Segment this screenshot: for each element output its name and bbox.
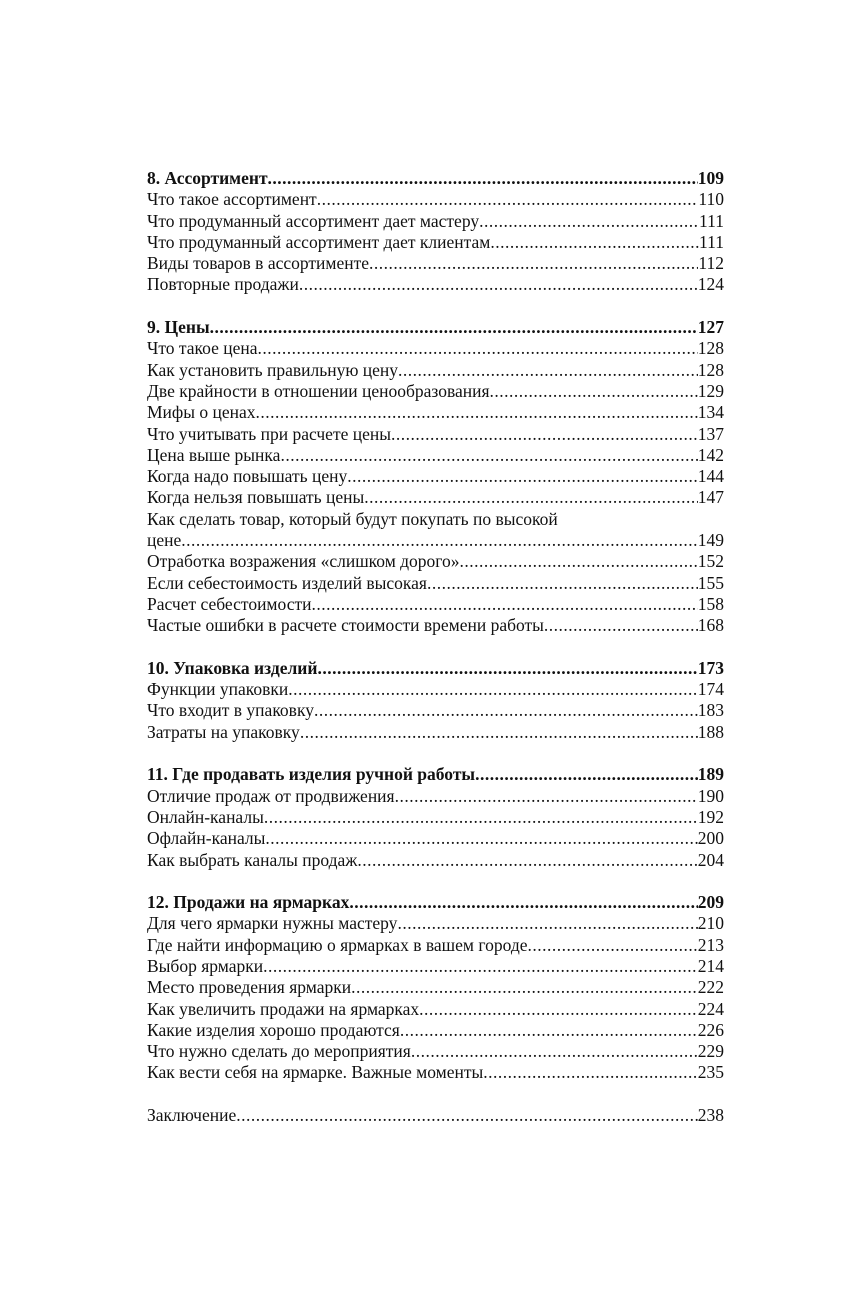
entry-page: 158 bbox=[697, 593, 724, 614]
entry-page: 144 bbox=[697, 466, 724, 487]
leader-dots bbox=[280, 445, 697, 466]
toc-section bbox=[147, 317, 724, 636]
entry-title: Выбор ярмарки bbox=[147, 955, 264, 976]
toc-entry[interactable] bbox=[147, 445, 724, 466]
entry-page: 111 bbox=[699, 210, 724, 231]
entry-title: Что нужно сделать до мероприятия bbox=[147, 1041, 411, 1062]
leader-dots bbox=[391, 424, 698, 445]
toc-entry[interactable] bbox=[147, 935, 724, 956]
leader-dots bbox=[256, 402, 698, 423]
entry-page: 128 bbox=[697, 338, 724, 359]
leader-dots bbox=[317, 658, 697, 679]
leader-dots bbox=[460, 551, 698, 572]
entry-page: 222 bbox=[697, 977, 724, 998]
toc-entry[interactable] bbox=[147, 1041, 724, 1062]
entry-page: 129 bbox=[697, 380, 724, 401]
toc-section bbox=[147, 658, 724, 743]
toc-entry[interactable] bbox=[147, 700, 724, 721]
entry-title: Для чего ярмарки нужны мастеру bbox=[147, 913, 398, 934]
entry-title: Как вести себя на ярмарке. Важные моменты bbox=[147, 1062, 484, 1083]
toc-entry[interactable] bbox=[147, 913, 724, 934]
leader-dots bbox=[475, 764, 698, 785]
leader-dots bbox=[490, 381, 698, 402]
entry-page: 192 bbox=[697, 806, 724, 827]
entry-title-continuation: цене bbox=[147, 530, 182, 551]
entry-page: 204 bbox=[697, 849, 724, 870]
entry-title: Место проведения ярмарки bbox=[147, 977, 352, 998]
entry-title: Повторные продажи bbox=[147, 274, 299, 295]
entry-title: Где найти информацию о ярмарках в вашем городе bbox=[147, 934, 528, 955]
entry-page: 142 bbox=[697, 444, 724, 465]
toc-entry-first-line[interactable] bbox=[147, 509, 724, 530]
entry-title: Цена выше рынка bbox=[147, 444, 281, 465]
leader-dots bbox=[411, 1041, 698, 1062]
entry-page: 149 bbox=[697, 530, 724, 551]
leader-dots bbox=[349, 892, 697, 913]
chapter-title: 8. Ассортимент bbox=[147, 168, 268, 188]
entry-page: 210 bbox=[697, 913, 724, 934]
entry-title: Как установить правильную цену bbox=[147, 359, 399, 380]
chapter-heading[interactable] bbox=[147, 658, 724, 679]
chapter-page: 209 bbox=[697, 892, 724, 913]
entry-page: 168 bbox=[697, 615, 724, 636]
entry-title: Что учитывать при расчете цены bbox=[147, 423, 391, 444]
entry-title: Что продуманный ассортимент дает клиентам bbox=[147, 231, 491, 252]
leader-dots bbox=[265, 828, 697, 849]
toc-entry[interactable] bbox=[147, 274, 724, 295]
entry-page: 214 bbox=[697, 955, 724, 976]
entry-page: 147 bbox=[697, 487, 724, 508]
entry-title: Отработка возражения «слишком дорого» bbox=[147, 551, 460, 572]
entry-page: 124 bbox=[697, 274, 724, 295]
entry-title: Заключение bbox=[147, 1105, 237, 1126]
toc-entry[interactable] bbox=[147, 551, 724, 572]
entry-title: Функции упаковки bbox=[147, 679, 289, 700]
toc-entry[interactable] bbox=[147, 807, 724, 828]
leader-dots bbox=[264, 807, 698, 828]
chapter-page: 109 bbox=[697, 168, 724, 188]
leader-dots bbox=[357, 850, 697, 871]
toc-entry[interactable] bbox=[147, 786, 724, 807]
chapter-page: 189 bbox=[697, 764, 724, 785]
toc-entry[interactable] bbox=[147, 211, 724, 232]
entry-page: 134 bbox=[697, 402, 724, 423]
leader-dots bbox=[236, 1105, 698, 1126]
toc-entry[interactable] bbox=[147, 1105, 724, 1126]
chapter-page: 173 bbox=[697, 657, 724, 678]
leader-dots bbox=[427, 573, 698, 594]
chapter-title: 10. Упаковка изделий bbox=[147, 657, 318, 678]
toc-entry[interactable] bbox=[147, 828, 724, 849]
leader-dots bbox=[400, 1020, 698, 1041]
entry-page: 235 bbox=[697, 1062, 724, 1083]
leader-dots bbox=[288, 679, 697, 700]
chapter-title: 9. Цены bbox=[147, 317, 210, 338]
toc-entry[interactable] bbox=[147, 253, 724, 274]
entry-title: Две крайности в отношении ценообразования bbox=[147, 380, 490, 401]
toc-entry[interactable] bbox=[147, 722, 724, 743]
leader-dots bbox=[397, 913, 697, 934]
entry-page: 112 bbox=[698, 253, 724, 274]
entry-page: 190 bbox=[697, 785, 724, 806]
entry-page: 152 bbox=[697, 551, 724, 572]
leader-dots bbox=[347, 466, 698, 487]
leader-dots bbox=[300, 722, 698, 743]
entry-title: Мифы о ценах bbox=[147, 402, 256, 423]
toc-entry[interactable] bbox=[147, 381, 724, 402]
chapter-heading[interactable] bbox=[147, 317, 724, 338]
leader-dots bbox=[364, 487, 697, 508]
entry-title: Виды товаров в ассортименте bbox=[147, 253, 370, 274]
toc-entry[interactable] bbox=[147, 402, 724, 423]
chapter-heading[interactable] bbox=[147, 168, 724, 189]
leader-dots bbox=[210, 317, 698, 338]
toc-section bbox=[147, 168, 724, 296]
entry-page: 200 bbox=[697, 828, 724, 849]
entry-page: 238 bbox=[697, 1105, 724, 1126]
entry-page: 128 bbox=[697, 359, 724, 380]
toc-section bbox=[147, 892, 724, 1084]
entry-title: Что такое цена bbox=[147, 338, 258, 359]
entry-page: 155 bbox=[697, 572, 724, 593]
leader-dots bbox=[258, 338, 698, 359]
leader-dots bbox=[317, 189, 699, 210]
leader-dots bbox=[369, 253, 698, 274]
leader-dots bbox=[419, 999, 698, 1020]
leader-dots bbox=[544, 615, 698, 636]
leader-dots bbox=[299, 274, 698, 295]
toc-entry[interactable] bbox=[147, 956, 724, 977]
leader-dots bbox=[351, 977, 698, 998]
toc-section bbox=[147, 764, 724, 870]
leader-dots bbox=[268, 168, 698, 189]
toc-entry[interactable] bbox=[147, 594, 724, 615]
toc-entry[interactable] bbox=[147, 679, 724, 700]
leader-dots bbox=[395, 786, 698, 807]
entry-title: Как увеличить продажи на ярмарках bbox=[147, 998, 420, 1019]
leader-dots bbox=[528, 935, 698, 956]
toc-entry[interactable] bbox=[147, 189, 724, 210]
toc-entry[interactable] bbox=[147, 424, 724, 445]
chapter-title: 12. Продажи на ярмарках bbox=[147, 892, 350, 913]
chapter-heading[interactable] bbox=[147, 892, 724, 913]
table-of-contents bbox=[147, 168, 724, 1148]
entry-page: 229 bbox=[697, 1041, 724, 1062]
toc-conclusion bbox=[147, 1105, 724, 1126]
entry-title: Онлайн-каналы bbox=[147, 806, 264, 827]
leader-dots bbox=[311, 594, 697, 615]
entry-page: 183 bbox=[697, 700, 724, 721]
entry-title: Когда нельзя повышать цены bbox=[147, 487, 365, 508]
toc-entry-continuation[interactable] bbox=[147, 530, 724, 551]
toc-entry[interactable] bbox=[147, 487, 724, 508]
leader-dots bbox=[490, 232, 699, 253]
toc-entry[interactable] bbox=[147, 338, 724, 359]
chapter-page: 127 bbox=[697, 317, 724, 338]
leader-dots bbox=[479, 211, 699, 232]
entry-page: 137 bbox=[697, 423, 724, 444]
toc-entry[interactable] bbox=[147, 977, 724, 998]
entry-title: Отличие продаж от продвижения bbox=[147, 785, 395, 806]
entry-title: Когда надо повышать цену bbox=[147, 466, 348, 487]
entry-title: Частые ошибки в расчете стоимости времени работы bbox=[147, 615, 544, 636]
entry-page: 111 bbox=[699, 231, 724, 252]
toc-entry[interactable] bbox=[147, 850, 724, 871]
entry-title: Как выбрать каналы продаж bbox=[147, 849, 358, 870]
toc-entry[interactable] bbox=[147, 999, 724, 1020]
entry-page: 226 bbox=[697, 1019, 724, 1040]
entry-title: Офлайн-каналы bbox=[147, 828, 266, 849]
entry-page: 224 bbox=[697, 998, 724, 1019]
entry-title: Как сделать товар, который будут покупать по высокой bbox=[147, 508, 558, 529]
entry-page: 213 bbox=[697, 934, 724, 955]
entry-page: 174 bbox=[697, 679, 724, 700]
leader-dots bbox=[483, 1062, 698, 1083]
entry-title: Что входит в упаковку bbox=[147, 700, 314, 721]
toc-entry[interactable] bbox=[147, 615, 724, 636]
toc-entry[interactable] bbox=[147, 360, 724, 381]
toc-entry[interactable] bbox=[147, 1062, 724, 1083]
toc-entry[interactable] bbox=[147, 232, 724, 253]
entry-title: Что такое ассортимент bbox=[147, 189, 317, 210]
toc-entry[interactable] bbox=[147, 466, 724, 487]
entry-page: 188 bbox=[697, 721, 724, 742]
toc-entry[interactable] bbox=[147, 1020, 724, 1041]
leader-dots bbox=[181, 530, 697, 551]
toc-entry[interactable] bbox=[147, 573, 724, 594]
chapter-title: 11. Где продавать изделия ручной работы bbox=[147, 764, 476, 785]
entry-title: Затраты на упаковку bbox=[147, 721, 300, 742]
leader-dots bbox=[263, 956, 698, 977]
entry-title: Если себестоимость изделий высокая bbox=[147, 572, 427, 593]
entry-title: Расчет себестоимости bbox=[147, 593, 312, 614]
entry-title: Какие изделия хорошо продаются bbox=[147, 1019, 400, 1040]
leader-dots bbox=[398, 360, 698, 381]
entry-title: Что продуманный ассортимент дает мастеру bbox=[147, 210, 480, 231]
chapter-heading[interactable] bbox=[147, 764, 724, 785]
leader-dots bbox=[314, 700, 698, 721]
entry-page: 110 bbox=[698, 189, 724, 210]
